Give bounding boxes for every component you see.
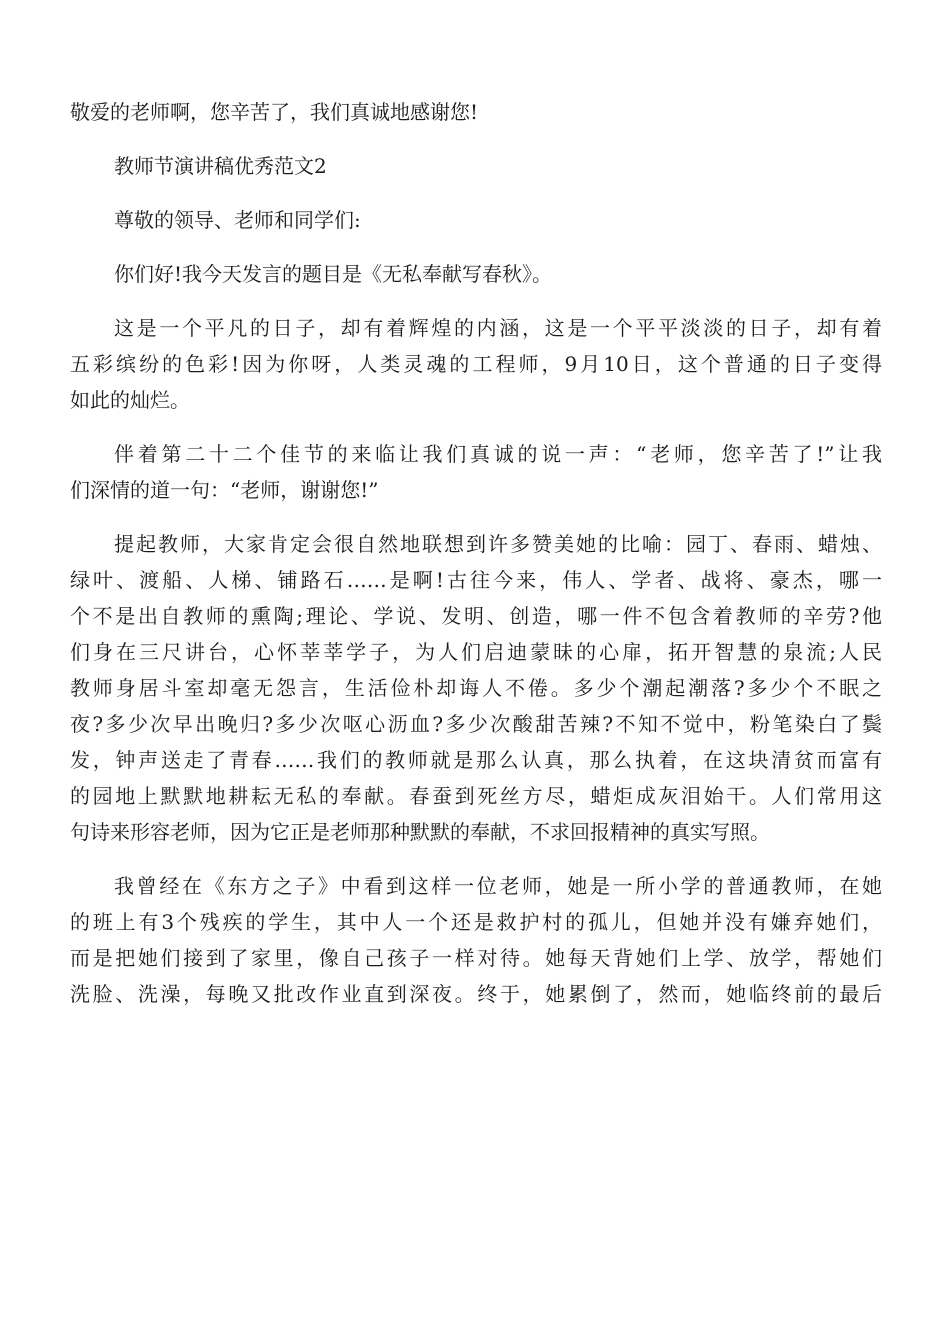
text-line: 我曾经在《东方之子》中看到这样一位老师，她是一所小学的普通教师，在她 — [114, 874, 882, 898]
text-line: 五彩缤纷的色彩!因为你呀，人类灵魂的工程师，9月10日，这个普通的日子变得 — [70, 352, 882, 376]
text-line: 伴着第二十二个佳节的来临让我们真诚的说一声：“老师，您辛苦了!”让我 — [114, 442, 882, 466]
text-line: 这是一个平凡的日子，却有着辉煌的内涵，这是一个平平淡淡的日子，却有着 — [114, 316, 882, 340]
paragraph-body — [70, 868, 882, 1012]
text-line: 句诗来形容老师，因为它正是老师那种默默的奉献，不求回报精神的真实写照。 — [70, 820, 770, 844]
paragraph-body — [70, 310, 882, 418]
paragraph-title — [70, 148, 882, 184]
text-line: 提起教师，大家肯定会很自然地联想到许多赞美她的比喻：园丁、春雨、蜡烛、 — [114, 532, 882, 556]
text-line: 洗脸、洗澡，每晚又批改作业直到深夜。终于，她累倒了，然而，她临终前的最后 — [70, 982, 882, 1006]
text-line: 们深情的道一句：“老师，谢谢您!” — [70, 478, 379, 502]
text-line: 你们好!我今天发言的题目是《无私奉献写春秋》。 — [114, 262, 553, 286]
text-line: 发，钟声送走了青春……我们的教师就是那么认真，那么执着，在这块清贫而富有 — [70, 748, 882, 772]
paragraph-closing — [70, 94, 882, 130]
text-line: 的班上有3个残疾的学生，其中人一个还是救护村的孤儿，但她并没有嫌弃她们， — [70, 910, 882, 934]
text-line: 如此的灿烂。 — [70, 388, 190, 412]
text-line: 绿叶、渡船、人梯、铺路石……是啊!古往今来，伟人、学者、战将、豪杰，哪一 — [70, 568, 882, 592]
document-body — [70, 94, 882, 1030]
section-title: 教师节演讲稿优秀范文2 — [114, 154, 327, 178]
paragraph-body — [70, 526, 882, 850]
text-line: 个不是出自教师的熏陶;理论、学说、发明、创造，哪一件不包含着教师的辛劳?他 — [70, 604, 882, 628]
text-line: 们身在三尺讲台，心怀莘莘学子，为人们启迪蒙昧的心扉，拓开智慧的泉流;人民 — [70, 640, 882, 664]
text-line: 教师身居斗室却毫无怨言，生活俭朴却诲人不倦。多少个潮起潮落?多少个不眠之 — [70, 676, 882, 700]
paragraph-salutation — [70, 202, 882, 238]
text-line: 夜?多少次早出晚归?多少次呕心沥血?多少次酸甜苦辣?不知不觉中，粉笔染白了鬓 — [70, 712, 882, 736]
text-line: 敬爱的老师啊，您辛苦了，我们真诚地感谢您! — [70, 100, 479, 124]
text-line: 的园地上默默地耕耘无私的奉献。春蚕到死丝方尽，蜡炬成灰泪始干。人们常用这 — [70, 784, 882, 808]
text-line: 而是把她们接到了家里，像自己孩子一样对待。她每天背她们上学、放学，帮她们 — [70, 946, 882, 970]
paragraph-body — [70, 436, 882, 508]
paragraph-greeting — [70, 256, 882, 292]
text-line: 尊敬的领导、老师和同学们: — [114, 208, 361, 232]
